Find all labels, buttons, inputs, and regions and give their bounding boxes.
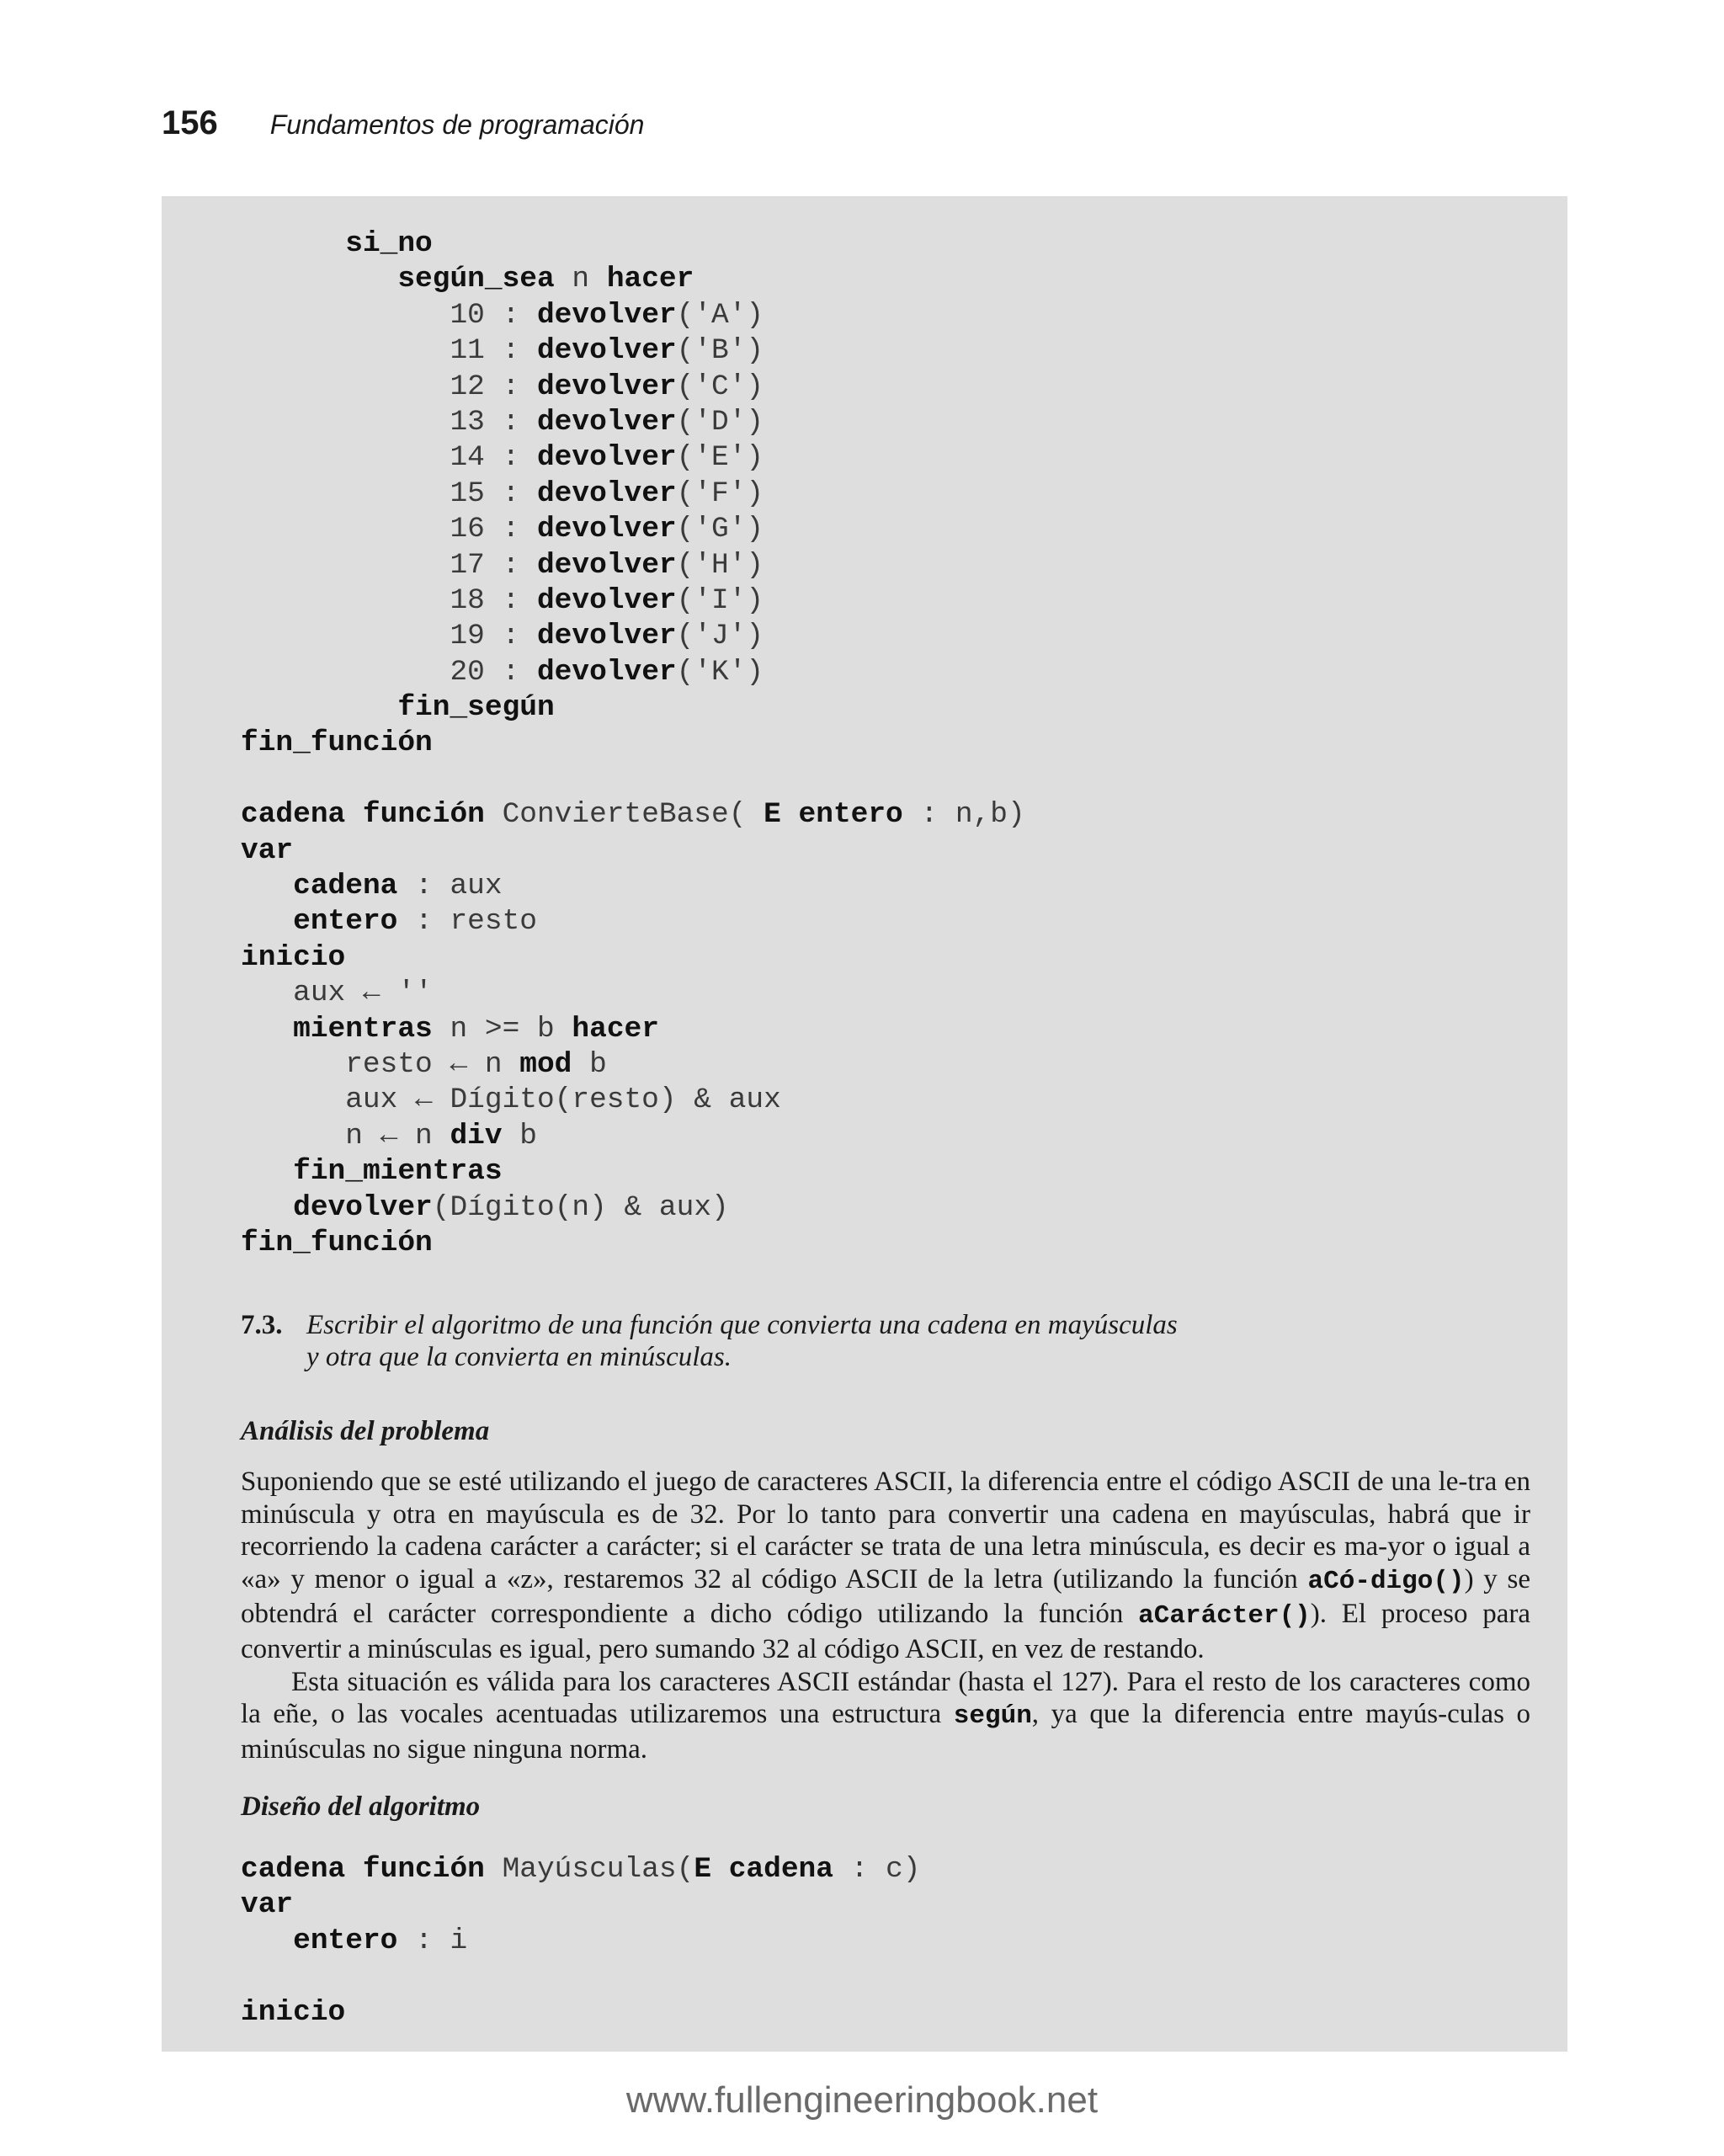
- code-keyword: hacer: [572, 1012, 659, 1046]
- code-text: aux ← '': [241, 977, 433, 1010]
- paragraph-text: ). El proceso para convertir a minúsculas es igual, pero sumando 32 al código ASCII, en vez de restando.: [241, 1599, 1530, 1664]
- code-text: ('D'): [676, 405, 764, 439]
- code-keyword: devolver: [536, 513, 677, 546]
- code-keyword: cadena: [293, 870, 398, 903]
- code-keyword: inicio: [241, 940, 346, 974]
- code-line: [241, 512, 1025, 547]
- code-keyword: si_no: [345, 227, 433, 260]
- code-text: ('J'): [676, 620, 764, 653]
- code-line: [241, 262, 1025, 297]
- exercise-number: 7.3.: [241, 1310, 283, 1340]
- code-text: ('G'): [676, 513, 764, 546]
- code-line: [241, 690, 1025, 726]
- code-text: resto ← n: [241, 1047, 520, 1081]
- content-panel: [162, 196, 1567, 2052]
- exercise-statement-line1: Escribir el algoritmo de una función que convierta una cadena en mayúsculas: [306, 1310, 1178, 1340]
- code-keyword: E entero: [764, 798, 903, 832]
- code-text: 17 :: [241, 548, 537, 582]
- inline-code: aCó-digo(): [1307, 1566, 1465, 1596]
- code-text: [241, 227, 345, 260]
- code-keyword: fin_función: [241, 1226, 433, 1259]
- code-text: n: [554, 263, 607, 296]
- code-text: ('E'): [676, 441, 764, 475]
- code-keyword: fin_mientras: [293, 1155, 503, 1189]
- code-line: [241, 655, 1025, 690]
- code-text: 11 :: [241, 334, 537, 368]
- code-line: [241, 619, 1025, 654]
- code-line: [241, 1226, 1025, 1261]
- code-line: [241, 1995, 920, 2031]
- code-line: [241, 1190, 1025, 1226]
- code-line: [241, 476, 1025, 512]
- code-line: [241, 1154, 1025, 1190]
- paragraph-text: ) y se obtendrá el carácter correspondiente a dicho código utilizando la función: [241, 1563, 1530, 1630]
- code-text: : resto: [397, 905, 537, 939]
- code-keyword: devolver: [536, 334, 677, 368]
- code-keyword: devolver: [536, 476, 677, 510]
- inline-code: aCarácter(): [1138, 1601, 1311, 1632]
- code-text: [241, 1924, 293, 1957]
- code-keyword: devolver: [293, 1190, 433, 1224]
- running-title: Fundamentos de programación: [269, 109, 645, 140]
- code-text: b: [572, 1047, 607, 1081]
- code-text: 13 :: [241, 405, 537, 439]
- code-line: [241, 333, 1025, 369]
- code-line: [241, 548, 1025, 583]
- code-text: Mayúsculas(: [484, 1853, 694, 1886]
- paragraph-text: Suponiendo que se esté utilizando el juego de caracteres ASCII, la diferencia entre el código ASCII de una le-tra en minúscula y otra en mayúscula es de 32. Por lo tanto para convertir una cadena en mayúsculas, habrá que ir recorriendo la cadena carácter a carácter; si el carácter se trata de una letra minúscula, es decir es ma-yor o igual a «a» y menor o igual a «z», restaremos 32 al código ASCII de la letra (utilizando la función: [241, 1467, 1530, 1594]
- code-keyword: mientras: [293, 1012, 433, 1046]
- code-text: 20 :: [241, 655, 537, 689]
- code-line: [241, 226, 1025, 262]
- code-keyword: inicio: [241, 1995, 346, 2029]
- code-text: : c): [833, 1853, 921, 1886]
- code-keyword: div: [450, 1119, 503, 1153]
- code-text: [241, 905, 293, 938]
- code-keyword: entero: [293, 905, 398, 939]
- code-line: [241, 583, 1025, 619]
- code-keyword: fin_según: [397, 691, 555, 725]
- code-line: [241, 1852, 920, 1887]
- code-text: ('F'): [676, 476, 764, 510]
- code-line: [241, 1887, 920, 1923]
- code-text: 18 :: [241, 583, 537, 617]
- code-line: [241, 405, 1025, 440]
- code-text: 19 :: [241, 620, 537, 653]
- code-text: [241, 263, 397, 295]
- code-line: [241, 370, 1025, 405]
- code-text: [241, 1191, 293, 1224]
- code-keyword: devolver: [536, 441, 677, 475]
- analysis-paragraph-2: [241, 1666, 1530, 1766]
- code-line: [241, 726, 1025, 761]
- code-text: ConvierteBase(: [484, 798, 764, 832]
- code-text: [241, 1013, 293, 1046]
- analysis-body: [241, 1466, 1530, 1765]
- code-keyword: devolver: [536, 405, 677, 439]
- page-header: [162, 104, 644, 155]
- code-keyword: según_sea: [397, 263, 555, 296]
- exercise-7-3: [241, 1309, 1178, 1373]
- code-keyword: entero: [293, 1924, 398, 1957]
- code-keyword: devolver: [536, 548, 677, 582]
- code-keyword: devolver: [536, 620, 677, 653]
- code-keyword: devolver: [536, 655, 677, 689]
- analysis-heading: Análisis del problema: [241, 1416, 490, 1446]
- code-keyword: hacer: [606, 263, 694, 296]
- code-line: [241, 1119, 1025, 1154]
- code-keyword: var: [241, 833, 294, 867]
- design-heading: Diseño del algoritmo: [241, 1791, 481, 1822]
- code-text: [241, 1155, 293, 1188]
- code-line: [241, 1083, 1025, 1118]
- code-text: ('K'): [676, 655, 764, 689]
- exercise-statement-line2: y otra que la convierta en minúsculas.: [306, 1342, 732, 1372]
- code-line: [241, 797, 1025, 833]
- footer-url: www.fullengineeringbook.net: [625, 2079, 1099, 2121]
- code-text: 14 :: [241, 441, 537, 475]
- code-text: 10 :: [241, 298, 537, 332]
- code-block-mayusculas: [241, 1852, 920, 2031]
- code-line: [241, 833, 1025, 869]
- paragraph-text: Esta situación es válida para los caracteres ASCII estándar (hasta el 127). Para el resto de los caracteres como la eñe, o las vocales acentuadas utilizaremos una estructura: [241, 1666, 1530, 1730]
- code-text: ('C'): [676, 370, 764, 403]
- code-text: b: [502, 1119, 537, 1153]
- code-line: [241, 1012, 1025, 1047]
- code-text: ('H'): [676, 548, 764, 582]
- inline-code: según: [953, 1701, 1032, 1732]
- code-line: [241, 298, 1025, 333]
- code-text: (Dígito(n) & aux): [432, 1190, 729, 1224]
- code-keyword: E cadena: [694, 1853, 833, 1886]
- code-text: [241, 691, 397, 724]
- code-line: [241, 1047, 1025, 1083]
- code-text: ('I'): [676, 583, 764, 617]
- code-text: ('A'): [676, 298, 764, 332]
- code-line: [241, 976, 1025, 1011]
- code-text: 12 :: [241, 370, 537, 403]
- code-text: n >= b: [432, 1012, 572, 1046]
- code-line: [241, 904, 1025, 940]
- page-number: 156: [162, 104, 218, 141]
- paragraph-text: , ya que la diferencia entre mayús-culas o minúsculas no sigue ninguna norma.: [241, 1699, 1531, 1765]
- code-text: n ← n: [241, 1119, 450, 1153]
- code-keyword: fin_función: [241, 727, 433, 760]
- code-line: [241, 940, 1025, 976]
- code-keyword: devolver: [536, 370, 677, 403]
- code-text: 15 :: [241, 476, 537, 510]
- code-text: : aux: [397, 870, 503, 903]
- code-line: [241, 440, 1025, 476]
- code-block-conviertebase: [241, 226, 1025, 1261]
- code-line: [241, 1924, 920, 1959]
- code-text: 16 :: [241, 513, 537, 546]
- code-keyword: devolver: [536, 583, 677, 617]
- code-line: [241, 1959, 920, 1994]
- code-line: [241, 869, 1025, 904]
- code-keyword: cadena función: [241, 798, 485, 832]
- code-text: : n,b): [902, 798, 1025, 832]
- analysis-paragraph-1: [241, 1466, 1530, 1666]
- code-text: [241, 870, 293, 902]
- code-line: [241, 762, 1025, 797]
- code-text: ('B'): [676, 334, 764, 368]
- code-keyword: var: [241, 1888, 294, 1922]
- code-keyword: devolver: [536, 298, 677, 332]
- code-text: : i: [397, 1924, 468, 1957]
- code-text: aux ← Dígito(resto) & aux: [241, 1083, 781, 1117]
- code-keyword: mod: [519, 1047, 572, 1081]
- code-keyword: cadena función: [241, 1853, 485, 1886]
